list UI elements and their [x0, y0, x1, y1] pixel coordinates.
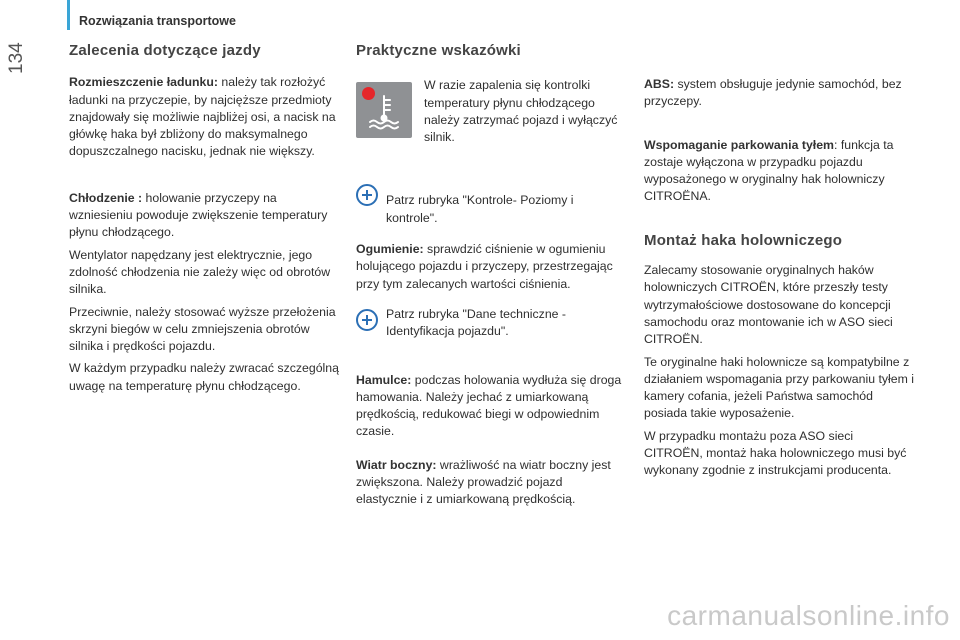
section-header: Rozwiązania transportowe	[79, 14, 236, 28]
gear-paragraph: Przeciwnie, należy stosować wyższe przełożenia skrzyni biegów w celu zmniejszenia obrotów silnika i prędkości pojazdu.	[69, 304, 336, 354]
crosswind-paragraph: Wiatr boczny: wrażliwość na wiatr boczny jest zwiększona. Należy prowadzić pojazd elastycznie i z umiarkowaną prędkością.	[356, 457, 611, 507]
towbar-paragraph-3: W przypadku montażu poza ASO sieci CITROËN, montaż haka holowniczego musi być wykonany zgodnie z instrukcjami producenta.	[644, 428, 907, 478]
warning-lamp-text: W razie zapalenia się kontrolki temperatury płynu chłodzącego należy zatrzymać pojazd i wyłączyć silnik.	[424, 78, 618, 145]
fan-paragraph: Wentylator napędzany jest elektrycznie, jego zdolność chłodzenia nie zależy więc od obrotów silnika.	[69, 247, 331, 297]
coolant-temperature-icon	[356, 82, 412, 138]
left-column	[69, 42, 339, 395]
reference-levels: Patrz rubryka "Kontrole- Poziomy i kontrole".	[386, 193, 574, 225]
parking-assist-paragraph: Wspomaganie parkowania tyłem: funkcja ta zostaje wyłączona w przypadku pojazdu wyposażonego w oryginalny hak holowniczy CITROËNA.	[644, 137, 894, 204]
plus-circle-icon	[356, 309, 378, 331]
accent-bar	[67, 0, 70, 30]
attention-paragraph: W każdym przypadku należy zwracać szczególną uwagę na temperaturę płynu chłodzącego.	[69, 361, 339, 393]
page-number: 134	[6, 42, 27, 74]
load-distribution-paragraph: Rozmieszczenie ładunku: należy tak rozłożyć ładunki na przyczepie, by najcięższe przedmioty znajdowały się możliwie najbliżej osi, a nacisk na główkę haka był zbliżony do maksymalnego dopuszczalnego nacisku, jednak nie większy.	[69, 75, 336, 159]
towbar-paragraph-1: Zalecamy stosowanie oryginalnych haków holowniczych CITROËN, które przeszły testy wytrzymałościowe dostosowane do koncepcji samochodu oraz montowanie ich w ASO sieci CITROËN.	[644, 263, 893, 347]
brakes-paragraph: Hamulce: podczas holowania wydłuża się droga hamowania. Należy jechać z umiarkowaną prędkością, redukować biegi w odpowiednim czasie.	[356, 372, 622, 439]
driving-advice-title: Zalecenia dotyczące jazdy	[69, 42, 261, 59]
cooling-paragraph: Chłodzenie : holowanie przyczepy na wzniesieniu powoduje zwiększenie temperatury płynu chłodzącego.	[69, 190, 328, 240]
towbar-fitting-title: Montaż haka holowniczego	[644, 231, 843, 249]
tyres-paragraph: Ogumienie: sprawdzić ciśnienie w ogumieniu holującego pojazdu i przyczepy, przestrzegając przy tym zalecanych wartości ciśnienia.	[356, 242, 613, 291]
watermark: carmanualsonline.info	[667, 600, 950, 631]
towbar-paragraph-2: Te oryginalne haki holownicze są kompatybilne z działaniem wspomagania przy parkowaniu tyłem i kamery cofania, jeżeli Państwa samochód posiada takie wyposażenie.	[644, 354, 914, 421]
thermometer-icon	[356, 82, 412, 138]
reference-technical-data: Patrz rubryka "Dane techniczne - Identyfikacja pojazdu".	[386, 306, 567, 339]
plus-circle-icon	[356, 184, 378, 206]
practical-tips-title: Praktyczne wskazówki	[356, 42, 521, 59]
abs-paragraph: ABS: system obsługuje jedynie samochód, bez przyczepy.	[644, 77, 902, 109]
right-column	[644, 76, 914, 480]
